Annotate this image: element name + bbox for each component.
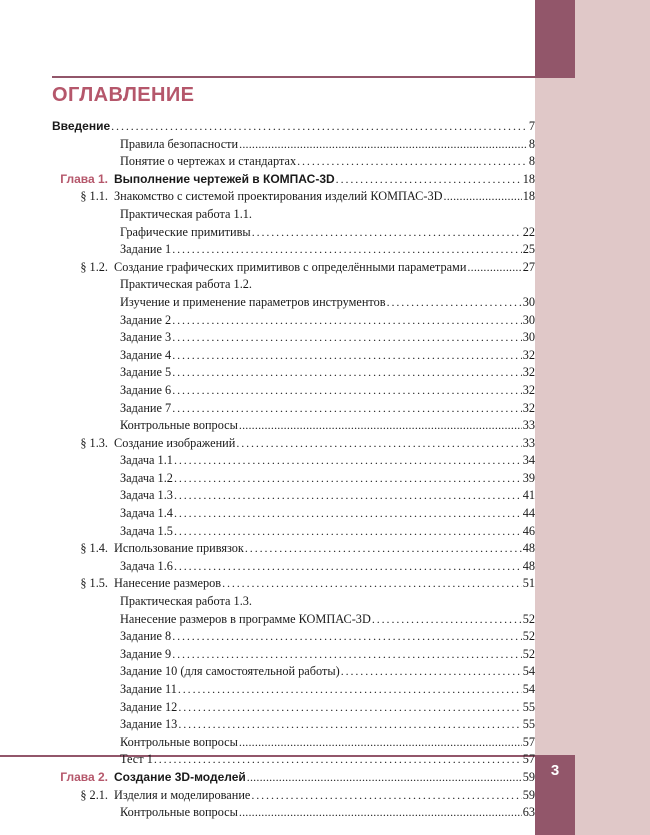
toc-entry-title: Создание графических примитивов с определёнными параметрами (114, 259, 467, 274)
toc-entry-page: 33 (522, 418, 535, 433)
toc-entry[interactable] (52, 646, 535, 664)
toc-entry[interactable] (52, 312, 535, 330)
toc-entry-title: Задание 11 (120, 682, 177, 696)
toc-entry[interactable] (52, 558, 535, 576)
toc-entry-page: 57 (522, 734, 535, 749)
toc-entry-page: 30 (522, 294, 535, 309)
toc-entry-title: Практическая работа 1.1. (120, 206, 252, 221)
toc-entry[interactable] (52, 681, 535, 699)
toc-entry-title: Тест 1 (120, 752, 153, 767)
dot-leader (387, 294, 522, 312)
toc-entry-title: Задача 1.6 (120, 558, 173, 573)
toc-entry[interactable] (52, 734, 535, 752)
dot-leader (444, 188, 522, 206)
toc-entry[interactable] (52, 329, 535, 347)
toc-entry-page: 48 (522, 541, 535, 556)
toc-entry-list (52, 118, 535, 822)
toc-entry[interactable] (52, 206, 535, 224)
toc-entry-page: 55 (522, 717, 535, 732)
toc-entry-page: 34 (522, 453, 535, 468)
toc-entry-page: 41 (522, 488, 535, 503)
toc-entry[interactable] (52, 540, 535, 558)
toc-entry-title: Задание 12 (120, 699, 178, 714)
toc-entry-title: Введение (52, 119, 111, 133)
toc-entry-page: 57 (522, 752, 535, 767)
toc-entry-page: 32 (522, 382, 535, 397)
toc-entry-page: 18 (522, 189, 535, 204)
dot-leader (172, 312, 522, 330)
toc-entry-title: Задача 1.4 (120, 506, 173, 521)
toc-entry-page: 22 (522, 224, 535, 239)
toc-entry-title: Нанесение размеров в программе КОМПАС-3D (120, 611, 371, 626)
toc-entry-page: 52 (522, 646, 535, 661)
dot-leader (239, 804, 522, 822)
toc-entry-page: 32 (522, 400, 535, 415)
dot-leader (174, 470, 522, 488)
toc-entry-page: 54 (522, 664, 535, 679)
dot-leader (372, 611, 522, 629)
dot-leader (174, 558, 522, 576)
toc-entry-title: Практическая работа 1.3. (120, 594, 252, 609)
toc-entry[interactable] (52, 628, 535, 646)
toc-entry[interactable] (52, 716, 535, 734)
dot-leader (236, 435, 521, 453)
dot-leader (174, 505, 522, 523)
toc-entry-page: 52 (522, 629, 535, 644)
dot-leader (172, 329, 522, 347)
section-label: § 2.1. (80, 787, 108, 802)
section-label: § 1.2. (80, 259, 108, 274)
toc-entry-page: 63 (522, 805, 535, 820)
toc-entry-page: 27 (522, 259, 535, 274)
dot-leader (239, 417, 522, 435)
dot-leader (172, 646, 522, 664)
dot-leader (172, 382, 522, 400)
dot-leader (178, 699, 521, 717)
chapter-label: Глава 1. (60, 171, 108, 186)
dot-leader (336, 171, 522, 189)
section-label: § 1.5. (80, 576, 108, 591)
toc-entry-page: 32 (522, 347, 535, 362)
page-title: ОГЛАВЛЕНИЕ (52, 84, 195, 106)
toc-entry-page: 25 (522, 242, 535, 257)
dot-leader (251, 787, 521, 805)
toc-entry-title: Задание 1 (120, 242, 172, 257)
toc-entry-title: Изделия и моделирование (114, 787, 251, 802)
toc-entry[interactable] (52, 769, 535, 787)
toc-entry-title: Контрольные вопросы (120, 418, 238, 433)
toc-entry[interactable] (52, 188, 535, 206)
dot-leader (252, 224, 522, 242)
toc-entry[interactable] (52, 136, 535, 154)
toc-entry-page: 32 (522, 365, 535, 380)
dot-leader (174, 523, 522, 541)
toc-entry[interactable] (52, 611, 535, 629)
toc-entry-page: 52 (522, 611, 535, 626)
toc-entry[interactable] (52, 663, 535, 681)
chapter-label: Глава 2. (60, 769, 108, 784)
toc-entry-page: 44 (522, 506, 535, 521)
toc-entry[interactable] (52, 787, 535, 805)
dot-leader (341, 663, 522, 681)
toc-entry-page: 8 (528, 154, 535, 169)
dot-leader (239, 136, 528, 154)
section-label: § 1.3. (80, 435, 108, 450)
toc-entry-title: Задание 10 (для самостоятельной работы) (120, 664, 340, 679)
dot-leader (172, 364, 522, 382)
toc-entry[interactable] (52, 294, 535, 312)
toc-entry-title: Понятие о чертежах и стандартах (120, 154, 297, 169)
toc-entry-title: Задание 9 (120, 646, 172, 661)
toc-entry-page: 7 (528, 119, 535, 133)
toc-entry[interactable] (52, 804, 535, 822)
dot-leader (172, 400, 522, 418)
toc-entry-page: 55 (522, 699, 535, 714)
toc-entry[interactable] (52, 347, 535, 365)
toc-entry-title: Задание 6 (120, 382, 172, 397)
toc-entry-title: Задача 1.1 (120, 453, 173, 468)
toc-entry-title: Создание 3D-моделей (114, 769, 246, 784)
dot-leader (297, 153, 528, 171)
toc-entry-title: Задание 13 (120, 717, 178, 732)
header-rule (52, 76, 535, 78)
toc-entry[interactable] (52, 523, 535, 541)
table-of-contents (52, 84, 535, 822)
toc-entry[interactable] (52, 487, 535, 505)
dot-leader (467, 259, 521, 277)
toc-entry[interactable] (52, 364, 535, 382)
toc-entry-page: 46 (522, 523, 535, 538)
toc-entry[interactable] (52, 505, 535, 523)
toc-entry-title: Создание изображений (114, 435, 236, 450)
dot-leader (178, 681, 522, 699)
page-edge-band (535, 0, 650, 835)
toc-entry[interactable] (52, 171, 535, 189)
toc-entry-title: Задача 1.2 (120, 470, 173, 485)
section-label: § 1.1. (80, 189, 108, 204)
toc-entry-page: 33 (522, 435, 535, 450)
toc-entry-page: 48 (522, 558, 535, 573)
dot-leader (245, 540, 522, 558)
toc-entry[interactable] (52, 417, 535, 435)
toc-entry-title: Знакомство с системой проектирования изделий КОМПАС-3D (114, 189, 443, 204)
dot-leader (154, 751, 522, 769)
toc-entry-title: Контрольные вопросы (120, 734, 238, 749)
toc-entry[interactable] (52, 470, 535, 488)
toc-entry-title: Выполнение чертежей в КОМПАС-3D (114, 171, 335, 186)
toc-entry[interactable] (52, 575, 535, 593)
toc-entry-page: 59 (522, 769, 535, 784)
dot-leader (172, 628, 522, 646)
toc-entry-page: 39 (522, 470, 535, 485)
dot-leader (174, 452, 522, 470)
toc-entry-title: Нанесение размеров (114, 576, 222, 591)
dot-leader (239, 734, 522, 752)
toc-entry-title: Задание 8 (120, 629, 172, 644)
toc-entry[interactable] (52, 593, 535, 611)
dot-leader (247, 769, 522, 787)
dot-leader (172, 241, 522, 259)
toc-entry-title: Правила безопасности (120, 136, 239, 151)
dot-leader (178, 716, 521, 734)
section-label: § 1.4. (80, 541, 108, 556)
toc-entry-page: 51 (522, 576, 535, 591)
dot-leader (174, 487, 522, 505)
toc-entry[interactable] (52, 435, 535, 453)
dot-leader (222, 575, 522, 593)
toc-entry-title: Практическая работа 1.2. (120, 277, 252, 292)
toc-entry-title: Контрольные вопросы (120, 805, 238, 820)
dot-leader (172, 347, 522, 365)
toc-entry-title: Изучение и применение параметров инструментов (120, 294, 386, 309)
page-number-block: 3 (535, 755, 575, 835)
toc-entry-page: 30 (522, 312, 535, 327)
toc-entry[interactable] (52, 400, 535, 418)
toc-entry-page: 59 (522, 787, 535, 802)
toc-entry-page: 30 (522, 330, 535, 345)
toc-entry-title: Задача 1.3 (120, 488, 173, 503)
toc-entry[interactable] (52, 224, 535, 242)
toc-entry-title: Использование привязок (114, 541, 244, 556)
toc-entry[interactable] (52, 751, 535, 769)
toc-entry-title: Задание 3 (120, 330, 172, 345)
toc-entry-page: 54 (522, 682, 535, 696)
toc-entry-title: Задание 7 (120, 400, 172, 415)
toc-entry-title: Задача 1.5 (120, 523, 173, 538)
toc-entry-title: Графические примитивы (120, 224, 251, 239)
dot-leader (111, 118, 528, 136)
toc-entry[interactable] (52, 241, 535, 259)
toc-entry[interactable] (52, 276, 535, 294)
toc-entry[interactable] (52, 153, 535, 171)
toc-entry-page: 18 (522, 171, 535, 186)
top-corner-block (535, 0, 575, 78)
toc-entry[interactable] (52, 118, 535, 136)
toc-entry[interactable] (52, 382, 535, 400)
toc-entry[interactable] (52, 259, 535, 277)
toc-entry-title: Задание 2 (120, 312, 172, 327)
toc-entry-title: Задание 4 (120, 347, 172, 362)
toc-entry-page: 8 (528, 136, 535, 151)
toc-entry-title: Задание 5 (120, 365, 172, 380)
toc-entry[interactable] (52, 699, 535, 717)
toc-entry[interactable] (52, 452, 535, 470)
